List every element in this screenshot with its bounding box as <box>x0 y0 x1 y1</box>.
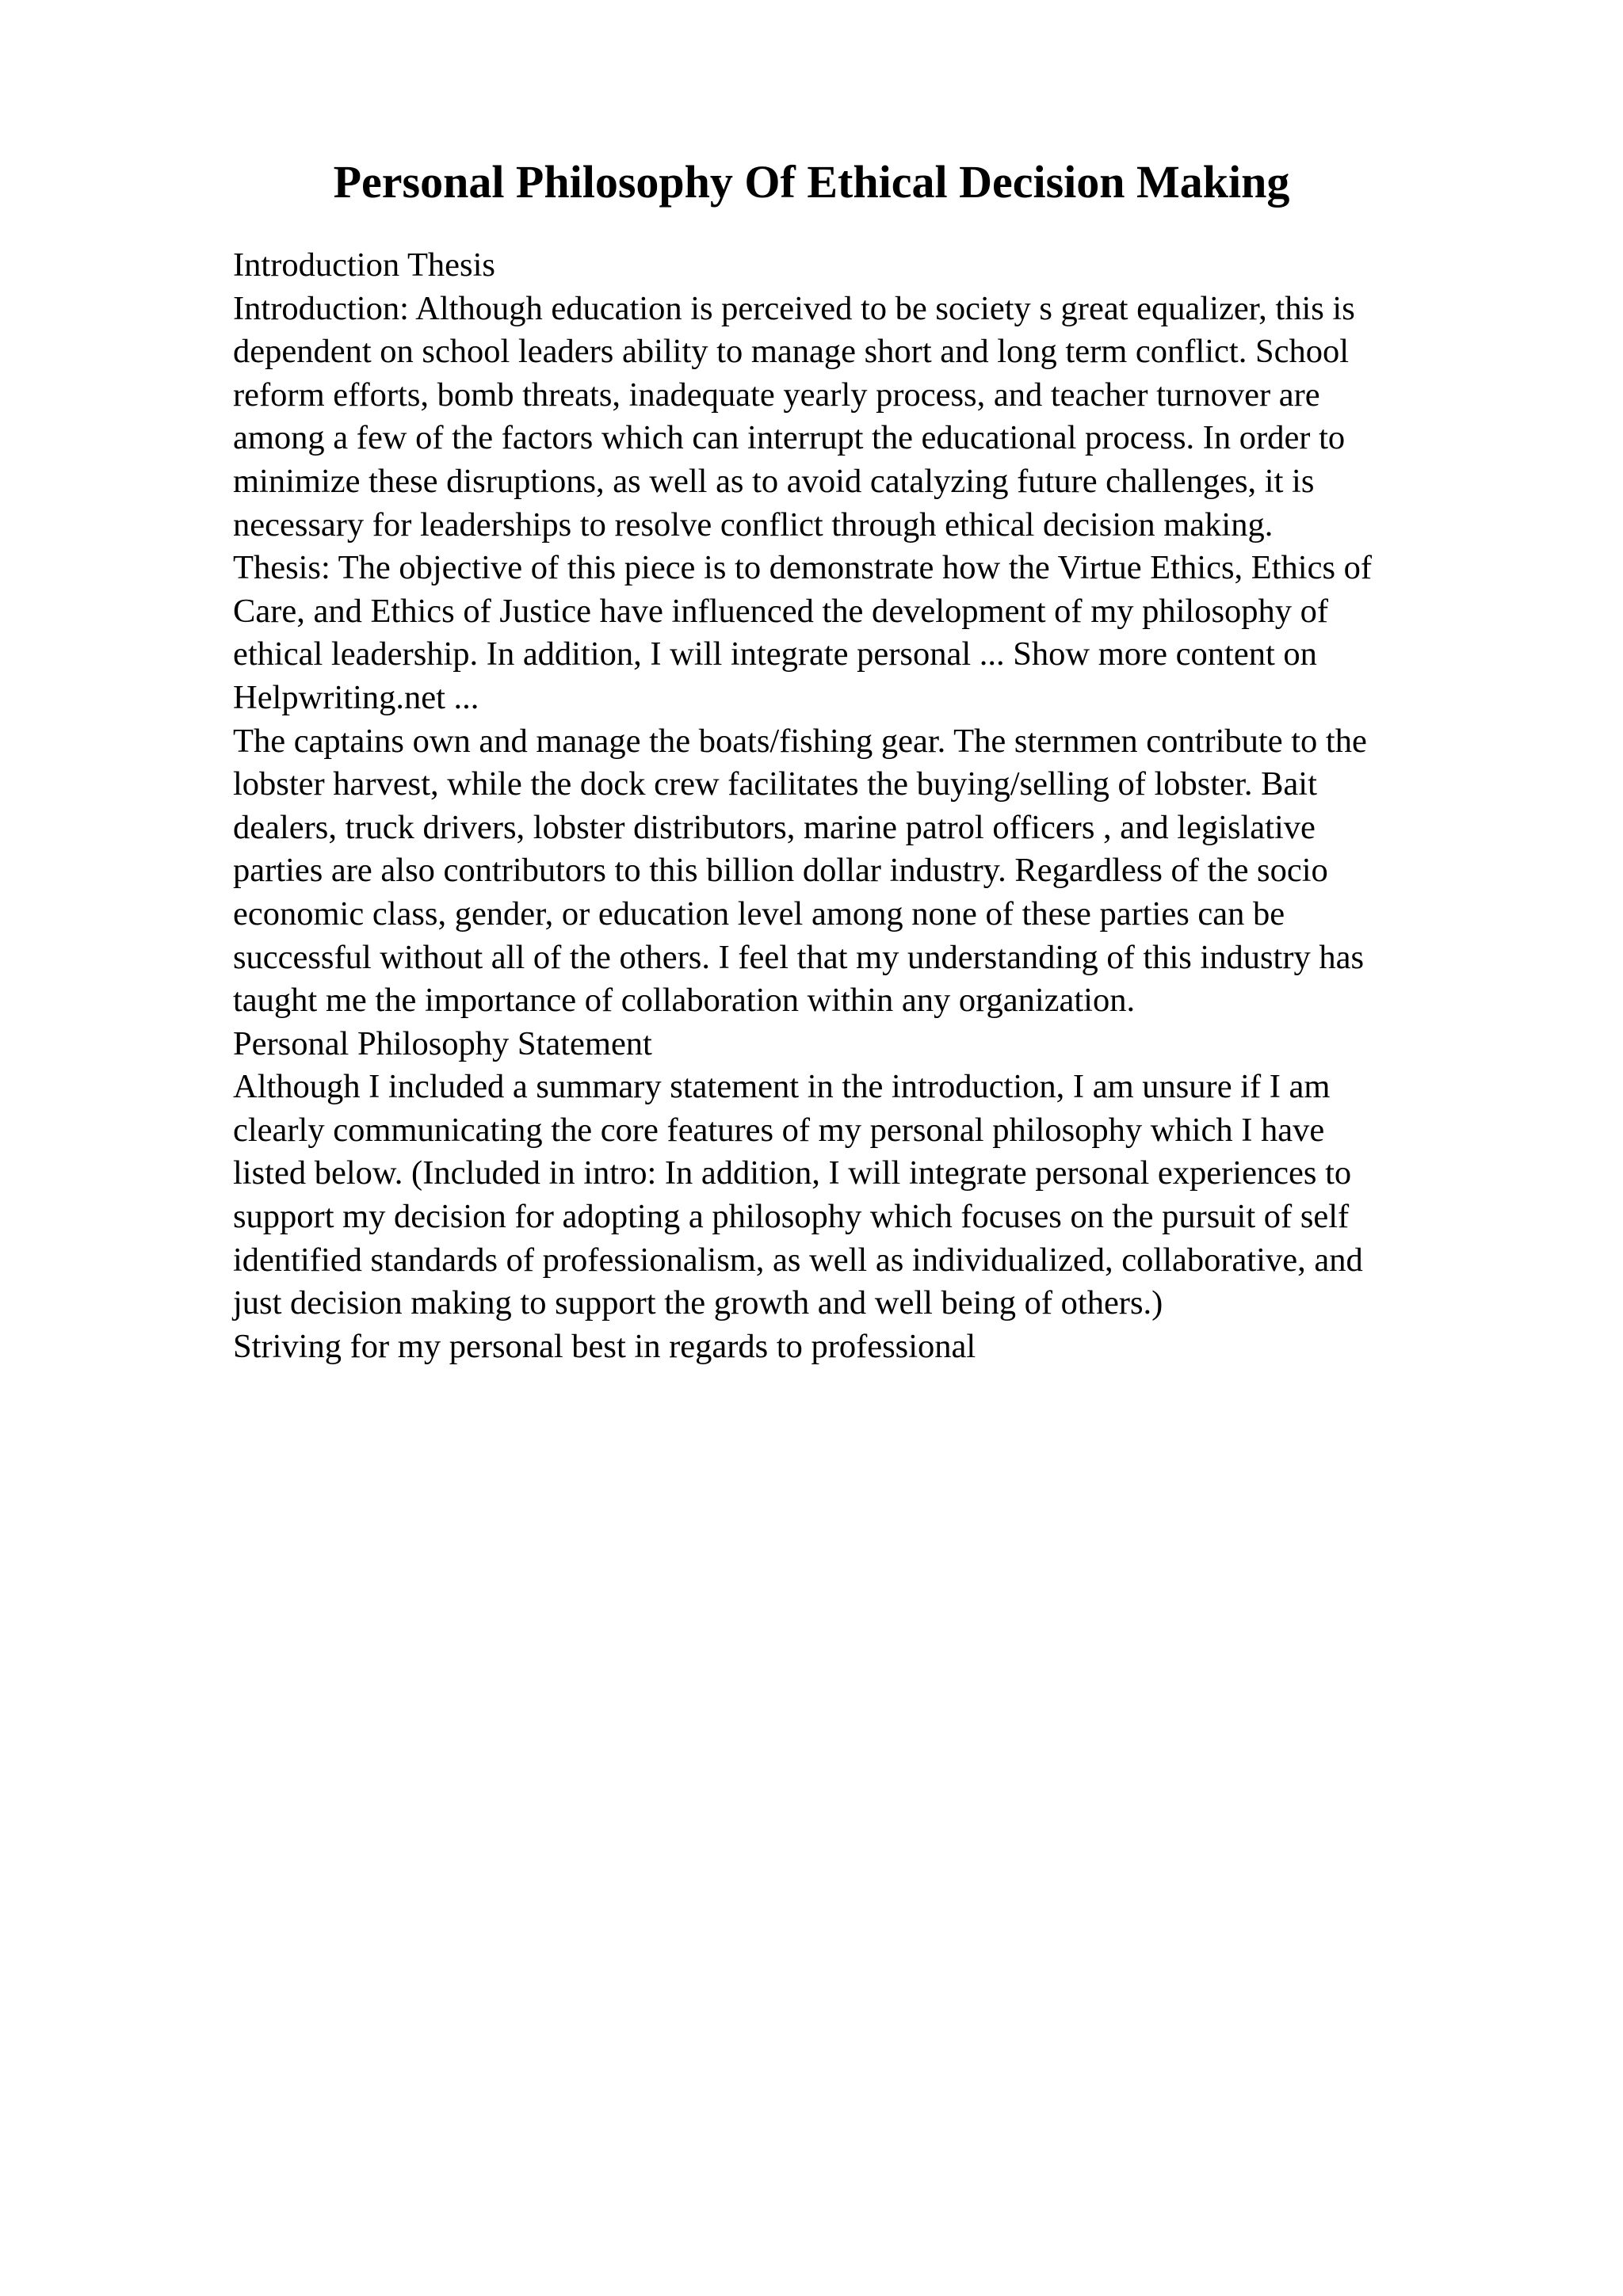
text-line: Thesis: The objective of this piece is to demonstrate how the Virtue Ethics, Ethics of <box>233 549 1373 587</box>
text-line: Care, and Ethics of Justice have influenced the development of my philosophy of <box>233 592 1329 630</box>
text-line: dependent on school leaders ability to manage short and long term conflict. School <box>233 333 1350 371</box>
text-line: taught me the importance of collaboration within any organization. <box>233 982 1136 1020</box>
text-line: reform efforts, bomb threats, inadequate yearly process, and teacher turnover are <box>233 376 1320 414</box>
text-line: Helpwriting.net ... <box>233 678 479 716</box>
text-line: Striving for my personal best in regards to professional <box>233 1327 976 1365</box>
text-line: ethical leadership. In addition, I will integrate personal ... Show more content on <box>233 635 1317 673</box>
text-line: parties are also contributors to this billion dollar industry. Regardless of the socio <box>233 852 1328 890</box>
text-line: Although I included a summary statement in the introduction, I am unsure if I am <box>233 1068 1331 1106</box>
section-heading-introduction-thesis: Introduction Thesis <box>233 246 495 284</box>
text-line: listed below. (Included in intro: In addition, I will integrate personal experiences to <box>233 1154 1352 1192</box>
text-line: successful without all of the others. I feel that my understanding of this industry has <box>233 938 1365 976</box>
text-line: necessary for leaderships to resolve conflict through ethical decision making. <box>233 505 1274 543</box>
text-line: dealers, truck drivers, lobster distributors, marine patrol officers , and legislative <box>233 808 1316 846</box>
text-line: among a few of the factors which can interrupt the educational process. In order to <box>233 419 1346 457</box>
document-title: Personal Philosophy Of Ethical Decision Making <box>333 156 1290 208</box>
text-line: support my decision for adopting a philosophy which focuses on the pursuit of self <box>233 1198 1350 1236</box>
text-line: identified standards of professionalism, as well as individualized, collaborative, and <box>233 1241 1363 1279</box>
section-heading-personal-philosophy-statement: Personal Philosophy Statement <box>233 1024 652 1062</box>
text-line: minimize these disruptions, as well as to avoid catalyzing future challenges, it is <box>233 462 1315 500</box>
text-line: economic class, gender, or education level among none of these parties can be <box>233 894 1285 933</box>
text-line: The captains own and manage the boats/fishing gear. The sternmen contribute to the <box>233 722 1367 760</box>
text-line: lobster harvest, while the dock crew facilitates the buying/selling of lobster. Bait <box>233 765 1317 803</box>
text-line: just decision making to support the growth and well being of others.) <box>233 1284 1163 1322</box>
document-body <box>233 244 1572 1368</box>
text-line: Introduction: Although education is perceived to be society s great equalizer, this is <box>233 289 1355 327</box>
text-line: clearly communicating the core features of my personal philosophy which I have <box>233 1111 1325 1149</box>
